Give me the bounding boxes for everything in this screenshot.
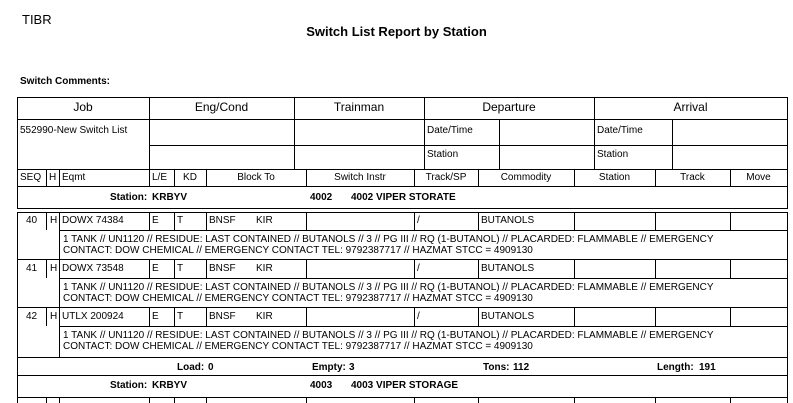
car-block-to-2: KIR [256, 263, 273, 274]
departure-header: Departure [482, 100, 536, 114]
car-h: H [50, 215, 58, 226]
station-label: Station: [110, 380, 148, 391]
car-description-1: 1 TANK // UN1120 // RESIDUE: LAST CONTAINED // BUTANOLS // 3 // PG III // RQ (1-BUTANOL) // PLACARDED: FLAMMABLE // EMERGENCY [63, 330, 714, 341]
car-h: H [50, 311, 58, 322]
job-header: Job [73, 100, 93, 114]
col-commodity: Commodity [500, 172, 552, 183]
car-eqmt: UTLX 200924 [62, 311, 124, 322]
car-eqmt: DOWX 74384 [62, 215, 124, 226]
car-commodity: BUTANOLS [481, 215, 535, 226]
col-track-sp: Track/SP [425, 172, 467, 183]
car-row [0, 260, 793, 308]
car-le: E [152, 311, 159, 322]
car-block-to: BNSF [209, 263, 236, 274]
station-code: KRBYV [152, 192, 188, 203]
company-code: TIBR [22, 12, 52, 27]
switch-comments-label: Switch Comments: [20, 76, 111, 87]
station-track-number: 4003 [310, 380, 333, 391]
car-description-1: 1 TANK // UN1120 // RESIDUE: LAST CONTAINED // BUTANOLS // 3 // PG III // RQ (1-BUTANOL) // PLACARDED: FLAMMABLE // EMERGENCY [63, 282, 714, 293]
trainman-header: Trainman [333, 100, 385, 114]
car-kd: T [177, 215, 184, 226]
col-kd: KD [183, 172, 197, 183]
car-h: H [50, 263, 58, 274]
car-seq: 42 [25, 311, 38, 322]
col-le: L/E [152, 172, 168, 183]
arrival-station-label: Station [597, 149, 629, 160]
car-kd: T [177, 311, 184, 322]
col-track: Track [680, 172, 705, 183]
report-title: Switch List Report by Station [306, 24, 487, 39]
arrival-datetime-label: Date/Time [597, 125, 643, 136]
arrival-header: Arrival [673, 100, 708, 114]
col-h: H [49, 172, 57, 183]
car-eqmt: DOWX 73548 [62, 263, 124, 274]
car-commodity: BUTANOLS [481, 311, 535, 322]
car-description-2: CONTACT: DOW CHEMICAL // EMERGENCY CONTACT TEL: 9792387717 // HAZMAT STCC = 4909130 [63, 293, 533, 304]
load-label: Load: [177, 362, 205, 373]
departure-station-label: Station [427, 149, 459, 160]
col-seq: SEQ [20, 172, 42, 183]
car-track-sp: / [417, 263, 420, 274]
tons-label: Tons: [483, 362, 510, 373]
job-value: 552990-New Switch List [20, 125, 128, 136]
length-value: 191 [699, 362, 716, 373]
station-code: KRBYV [152, 380, 188, 391]
station-label: Station: [110, 192, 148, 203]
car-commodity: BUTANOLS [481, 263, 535, 274]
car-row [0, 212, 793, 260]
col-move: Move [746, 172, 771, 183]
col-switch-instr: Switch Instr [334, 172, 386, 183]
car-block-to-2: KIR [256, 215, 273, 226]
car-seq: 40 [25, 215, 38, 226]
car-block-to-2: KIR [256, 311, 273, 322]
car-description-2: CONTACT: DOW CHEMICAL // EMERGENCY CONTACT TEL: 9792387717 // HAZMAT STCC = 4909130 [63, 341, 533, 352]
car-seq: 41 [25, 263, 38, 274]
car-le: E [152, 263, 159, 274]
load-value: 0 [208, 362, 214, 373]
col-eqmt: Eqmt [62, 172, 86, 183]
car-track-sp: / [417, 311, 420, 322]
station-track-name: 4002 VIPER STORATE [351, 192, 456, 203]
departure-datetime-label: Date/Time [427, 125, 473, 136]
empty-label: Empty: [312, 362, 346, 373]
eng-cond-header: Eng/Cond [194, 100, 249, 114]
tons-value: 112 [513, 362, 530, 373]
col-block-to: Block To [237, 172, 275, 183]
empty-value: 3 [349, 362, 355, 373]
car-track-sp: / [417, 215, 420, 226]
station-track-number: 4002 [310, 192, 333, 203]
station-track-name: 4003 VIPER STORAGE [351, 380, 459, 391]
car-kd: T [177, 263, 184, 274]
car-le: E [152, 215, 159, 226]
length-label: Length: [657, 362, 694, 373]
car-block-to: BNSF [209, 215, 236, 226]
car-row [0, 308, 793, 358]
car-description-2: CONTACT: DOW CHEMICAL // EMERGENCY CONTACT TEL: 9792387717 // HAZMAT STCC = 4909130 [63, 245, 533, 256]
car-description-1: 1 TANK // UN1120 // RESIDUE: LAST CONTAINED // BUTANOLS // 3 // PG III // RQ (1-BUTANOL) // PLACARDED: FLAMMABLE // EMERGENCY [63, 234, 714, 245]
car-block-to: BNSF [209, 311, 236, 322]
col-station: Station [598, 172, 631, 183]
